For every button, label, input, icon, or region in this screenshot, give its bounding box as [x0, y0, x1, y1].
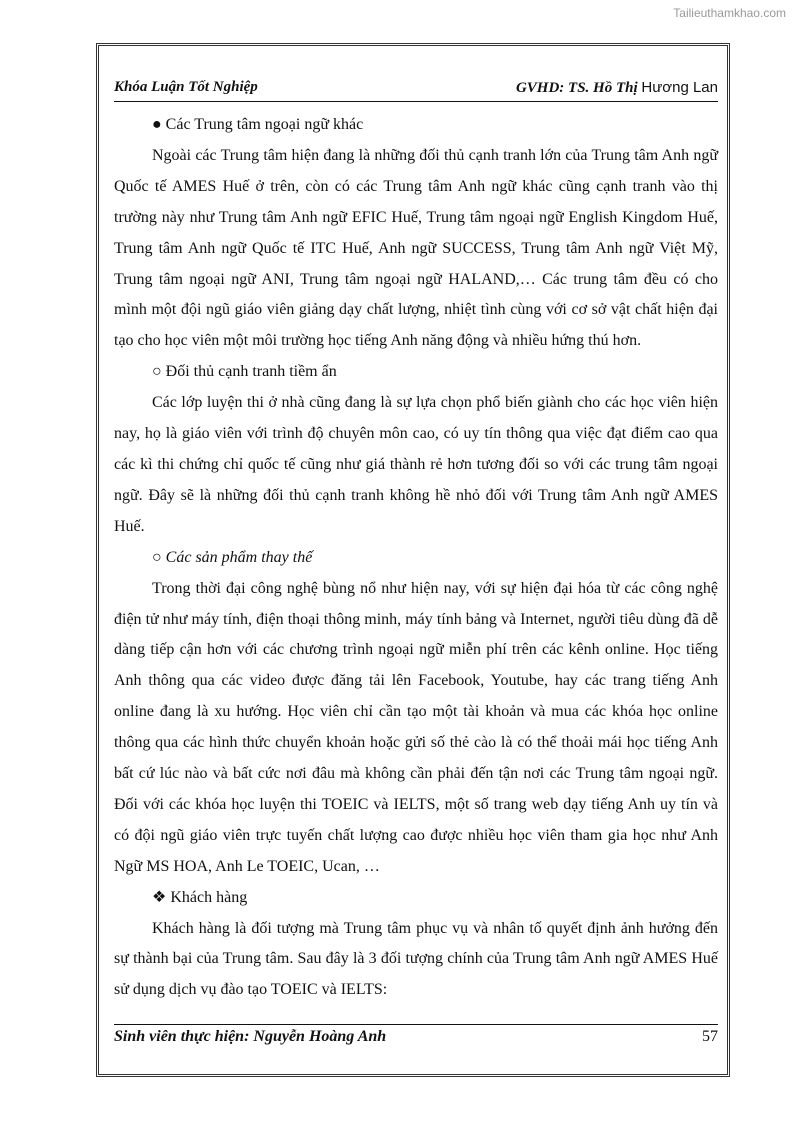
header-rule — [114, 101, 718, 102]
supervisor-prefix: GVHD: TS. Hồ Thị — [515, 80, 638, 96]
page-number: 57 — [702, 1028, 718, 1045]
heading-marker: ○ — [152, 548, 162, 566]
thesis-title: Khóa Luận Tốt Nghiệp — [114, 79, 258, 95]
heading-text: Các sản phẩm thay thế — [165, 548, 313, 566]
paragraph: Khách hàng là đối tượng mà Trung tâm phục vụ và nhân tố quyết định ảnh hưởng đến sự thành bại của Trung tâm. Sau đây là 3 đối tượng chính của Trung tâm Anh ngữ AMES Huế sử dụng dịch vụ đào tạo TOEIC và IELTS: — [114, 919, 718, 999]
watermark: Tailieuthamkhao.com — [673, 6, 786, 20]
page-header — [114, 79, 718, 97]
student-name: Sinh viên thực hiện: Nguyễn Hoàng Anh — [114, 1028, 387, 1045]
supervisor — [516, 79, 718, 97]
page-body — [114, 110, 718, 1006]
paragraph: Trong thời đại công nghệ bùng nổ như hiện nay, với sự hiện đại hóa từ các công nghệ điện tử như máy tính, điện thoại thông minh, máy tính bảng và Internet, người tiêu dùng đã dễ dàng tiếp cận hơn với các chương trình ngoại ngữ miễn phí trên các kênh online. Học tiếng Anh thông qua các video được đăng tải lên Facebook, Youtube, hay các trang tiếng Anh online đang là xu hướng. Học viên chỉ cần tạo một tài khoản và mua các khóa học online thông qua các hình thức chuyển khoản hoặc gửi số thẻ cào là có thể thoải mái học tiếng Anh bất cứ lúc nào và bất cức nơi đâu mà không cần phải đến tận nơi các Trung tâm ngoại ngữ. Đối với các khóa học luyện thi TOEIC và IELTS, một số trang web dạy tiếng Anh uy tín và có đội ngũ giáo viên trực tuyến chất lượng cao được nhiều học viên tham gia học như Anh Ngữ MS HOA, Anh Le TOEIC, Ucan, … — [114, 579, 718, 875]
paragraph: Ngoài các Trung tâm hiện đang là những đối thủ cạnh tranh lớn của Trung tâm Anh ngữ Quốc tế AMES Huế ở trên, còn có các Trung tâm Anh ngữ khác cũng cạnh tranh vào thị trường này như Trung tâm Anh ngữ EFIC Huế, Trung tâm ngoại ngữ English Kingdom Huế, Trung tâm Anh ngữ Quốc tế ITC Huế, Anh ngữ SUCCESS, Trung tâm Anh ngữ Việt Mỹ, Trung tâm ngoại ngữ ANI, Trung tâm ngoại ngữ HALAND,… Các trung tâm đều có cho mình một đội ngũ giáo viên giảng dạy chất lượng, nhiệt tình cùng với cơ sở vật chất hiện đại tạo cho học viên một môi trường học tiếng Anh năng động và nhiều hứng thú hơn. — [114, 146, 718, 350]
section-heading-substitutes — [114, 543, 718, 574]
section-heading-customers: ❖ Khách hàng — [152, 888, 248, 906]
section-heading-other-centers: ● Các Trung tâm ngoại ngữ khác — [152, 116, 364, 133]
page-footer — [114, 1028, 718, 1046]
supervisor-name: Hương Lan — [641, 79, 718, 96]
footer-rule — [114, 1024, 718, 1025]
paragraph: Các lớp luyện thi ở nhà cũng đang là sự lựa chọn phổ biến giành cho các học viên hiện nay, họ là giáo viên với trình độ chuyên môn cao, có uy tín thông qua việc đạt điểm cao qua các kì thi chứng chỉ quốc tế cũng như giá thành rẻ hơn tương đối so với các trung tâm ngoại ngữ. Đây sẽ là những đối thủ cạnh tranh không hề nhỏ đối với Trung tâm Anh ngữ AMES Huế. — [114, 394, 718, 535]
section-heading-potential-competitors: ○ Đối thủ cạnh tranh tiềm ẩn — [152, 363, 337, 381]
